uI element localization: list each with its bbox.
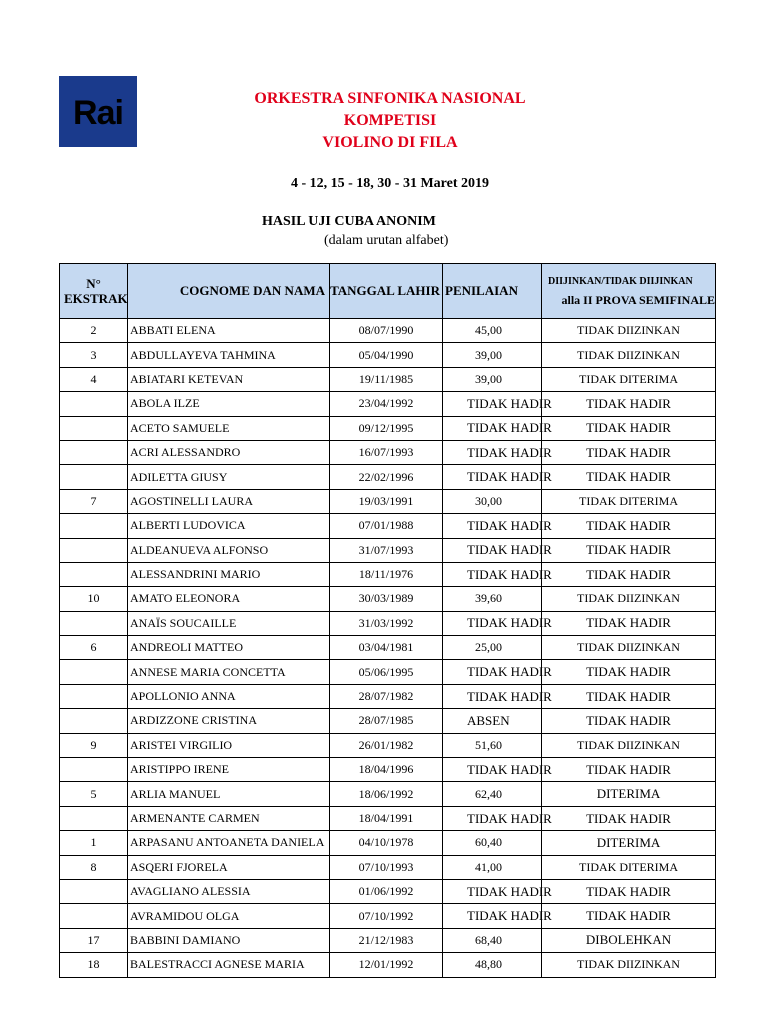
cell-score: 62,40 [443,782,542,806]
cell-number [60,758,128,782]
cell-score: TIDAK HADIR [443,758,542,782]
cell-score: TIDAK HADIR [443,514,542,538]
cell-name: ACRI ALESSANDRO [128,440,330,464]
cell-status: TIDAK HADIR [542,758,716,782]
cell-birthdate: 03/04/1981 [330,636,443,660]
cell-score: TIDAK HADIR [443,660,542,684]
column-header-number-line1: N° [86,276,101,291]
cell-status: TIDAK HADIR [542,562,716,586]
table-row [60,636,716,660]
cell-score: 30,00 [443,489,542,513]
cell-number [60,416,128,440]
cell-name: ACETO SAMUELE [128,416,330,440]
table-header-row [60,264,716,319]
cell-birthdate: 28/07/1985 [330,709,443,733]
cell-name: ARISTEI VIRGILIO [128,733,330,757]
cell-name: ANDREOLI MATTEO [128,636,330,660]
table-row [60,319,716,343]
column-header-status [542,264,716,319]
cell-score: TIDAK HADIR [443,392,542,416]
cell-name: ALDEANUEVA ALFONSO [128,538,330,562]
cell-number [60,440,128,464]
cell-status: TIDAK HADIR [542,879,716,903]
cell-status: TIDAK DIIZINKAN [542,953,716,977]
table-row [60,343,716,367]
cell-name: ARDIZZONE CRISTINA [128,709,330,733]
column-header-name: COGNOME DAN NAMA [128,264,330,319]
table-row [60,953,716,977]
cell-score: TIDAK HADIR [443,904,542,928]
cell-number [60,465,128,489]
cell-birthdate: 31/07/1993 [330,538,443,562]
table-row [60,660,716,684]
cell-score: 45,00 [443,319,542,343]
cell-score: 39,00 [443,367,542,391]
cell-status: TIDAK DIIZINKAN [542,587,716,611]
cell-name: ARMENANTE CARMEN [128,806,330,830]
cell-name: ARLIA MANUEL [128,782,330,806]
cell-number: 2 [60,319,128,343]
cell-name: BALESTRACCI AGNESE MARIA [128,953,330,977]
cell-status: TIDAK HADIR [542,611,716,635]
logo-text: Rai [73,94,123,132]
cell-birthdate: 04/10/1978 [330,831,443,855]
cell-name: ADILETTA GIUSY [128,465,330,489]
table-row [60,587,716,611]
cell-score: 51,60 [443,733,542,757]
results-table [59,263,716,978]
cell-number: 8 [60,855,128,879]
cell-status: TIDAK HADIR [542,684,716,708]
cell-birthdate: 30/03/1989 [330,587,443,611]
title-position: VIOLINO DI FILA [322,134,458,151]
table-body [60,319,716,978]
table-row [60,465,716,489]
rai-logo [59,76,137,147]
title-competition: KOMPETISI [343,112,437,129]
column-header-number-line2: EKSTRAK [64,291,128,306]
cell-score: TIDAK HADIR [443,440,542,464]
cell-name: APOLLONIO ANNA [128,684,330,708]
cell-status: TIDAK HADIR [542,660,716,684]
cell-score: TIDAK HADIR [443,416,542,440]
cell-name: AVAGLIANO ALESSIA [128,879,330,903]
cell-birthdate: 08/07/1990 [330,319,443,343]
cell-score: 68,40 [443,928,542,952]
cell-number: 6 [60,636,128,660]
cell-birthdate: 01/06/1992 [330,879,443,903]
cell-number: 3 [60,343,128,367]
cell-number [60,611,128,635]
cell-name: AMATO ELEONORA [128,587,330,611]
cell-birthdate: 16/07/1993 [330,440,443,464]
table-row [60,514,716,538]
cell-score: TIDAK HADIR [443,538,542,562]
cell-status: TIDAK HADIR [542,416,716,440]
cell-status: TIDAK DITERIMA [542,855,716,879]
cell-score: TIDAK HADIR [443,806,542,830]
cell-birthdate: 07/01/1988 [330,514,443,538]
table-row [60,758,716,782]
cell-number: 1 [60,831,128,855]
cell-birthdate: 18/04/1991 [330,806,443,830]
cell-status: TIDAK HADIR [542,392,716,416]
cell-number: 4 [60,367,128,391]
cell-score: TIDAK HADIR [443,611,542,635]
cell-score: 60,40 [443,831,542,855]
column-header-status-line2: alla II PROVA SEMIFINALE [561,293,715,307]
cell-name: AVRAMIDOU OLGA [128,904,330,928]
results-subtitle: HASIL UJI CUBA ANONIM [262,214,436,229]
cell-status: TIDAK HADIR [542,538,716,562]
cell-status: TIDAK HADIR [542,465,716,489]
cell-birthdate: 09/12/1995 [330,416,443,440]
cell-status: TIDAK DITERIMA [542,489,716,513]
column-header-status-line1: DIIJINKAN/TIDAK DIIJINKAN [548,276,693,287]
cell-birthdate: 18/04/1996 [330,758,443,782]
title-orchestra: ORKESTRA SINFONIKA NASIONAL [254,90,526,107]
cell-status: TIDAK HADIR [542,514,716,538]
cell-name: BABBINI DAMIANO [128,928,330,952]
cell-status: TIDAK DIIZINKAN [542,733,716,757]
cell-number [60,660,128,684]
cell-birthdate: 31/03/1992 [330,611,443,635]
table-row [60,831,716,855]
table-row [60,562,716,586]
table-row [60,440,716,464]
cell-number [60,709,128,733]
cell-score: 41,00 [443,855,542,879]
cell-number: 18 [60,953,128,977]
cell-name: ARPASANU ANTOANETA DANIELA [128,831,330,855]
cell-status: TIDAK HADIR [542,440,716,464]
table-row [60,855,716,879]
cell-number [60,806,128,830]
cell-name: ALESSANDRINI MARIO [128,562,330,586]
cell-number: 17 [60,928,128,952]
cell-birthdate: 22/02/1996 [330,465,443,489]
cell-birthdate: 21/12/1983 [330,928,443,952]
cell-name: ASQERI FJORELA [128,855,330,879]
document-title [180,88,600,154]
cell-number: 9 [60,733,128,757]
cell-status: TIDAK DITERIMA [542,367,716,391]
cell-birthdate: 18/06/1992 [330,782,443,806]
table-row [60,806,716,830]
cell-status: DITERIMA [542,831,716,855]
table-row [60,416,716,440]
column-header-score: PENILAIAN [443,264,542,319]
cell-birthdate: 07/10/1992 [330,904,443,928]
cell-status: DIBOLEHKAN [542,928,716,952]
cell-score: 48,80 [443,953,542,977]
cell-score: 39,60 [443,587,542,611]
cell-name: ANNESE MARIA CONCETTA [128,660,330,684]
cell-number: 10 [60,587,128,611]
cell-number [60,879,128,903]
cell-birthdate: 26/01/1982 [330,733,443,757]
cell-number: 7 [60,489,128,513]
cell-status: TIDAK HADIR [542,806,716,830]
cell-birthdate: 05/04/1990 [330,343,443,367]
cell-birthdate: 19/03/1991 [330,489,443,513]
order-note: (dalam urutan alfabet) [324,233,449,248]
competition-dates: 4 - 12, 15 - 18, 30 - 31 Maret 2019 [290,176,490,191]
table-row [60,489,716,513]
table-row [60,367,716,391]
cell-birthdate: 05/06/1995 [330,660,443,684]
cell-score: TIDAK HADIR [443,562,542,586]
table-row [60,392,716,416]
cell-name: ABOLA ILZE [128,392,330,416]
cell-status: TIDAK DIIZINKAN [542,636,716,660]
table-row [60,904,716,928]
column-header-birthdate: TANGGAL LAHIR [330,264,443,319]
cell-status: TIDAK DIIZINKAN [542,343,716,367]
cell-number [60,904,128,928]
cell-name: ARISTIPPO IRENE [128,758,330,782]
cell-name: ABBATI ELENA [128,319,330,343]
column-header-number [60,264,128,319]
table-row [60,733,716,757]
cell-name: AGOSTINELLI LAURA [128,489,330,513]
table-row [60,782,716,806]
cell-name: ANAÏS SOUCAILLE [128,611,330,635]
cell-number [60,514,128,538]
cell-number [60,538,128,562]
cell-birthdate: 07/10/1993 [330,855,443,879]
table-row [60,879,716,903]
table-row [60,684,716,708]
cell-score: 39,00 [443,343,542,367]
table-row [60,709,716,733]
cell-name: ABDULLAYEVA TAHMINA [128,343,330,367]
cell-birthdate: 18/11/1976 [330,562,443,586]
cell-birthdate: 12/01/1992 [330,953,443,977]
cell-score: TIDAK HADIR [443,684,542,708]
cell-number: 5 [60,782,128,806]
cell-birthdate: 19/11/1985 [330,367,443,391]
cell-score: 25,00 [443,636,542,660]
cell-status: DITERIMA [542,782,716,806]
cell-birthdate: 23/04/1992 [330,392,443,416]
cell-number [60,684,128,708]
cell-number [60,392,128,416]
cell-status: TIDAK HADIR [542,709,716,733]
cell-score: TIDAK HADIR [443,465,542,489]
table-row [60,611,716,635]
cell-status: TIDAK HADIR [542,904,716,928]
cell-name: ALBERTI LUDOVICA [128,514,330,538]
cell-status: TIDAK DIIZINKAN [542,319,716,343]
table-row [60,538,716,562]
cell-birthdate: 28/07/1982 [330,684,443,708]
cell-score: ABSEN [443,709,542,733]
cell-score: TIDAK HADIR [443,879,542,903]
table-row [60,928,716,952]
cell-number [60,562,128,586]
cell-name: ABIATARI KETEVAN [128,367,330,391]
